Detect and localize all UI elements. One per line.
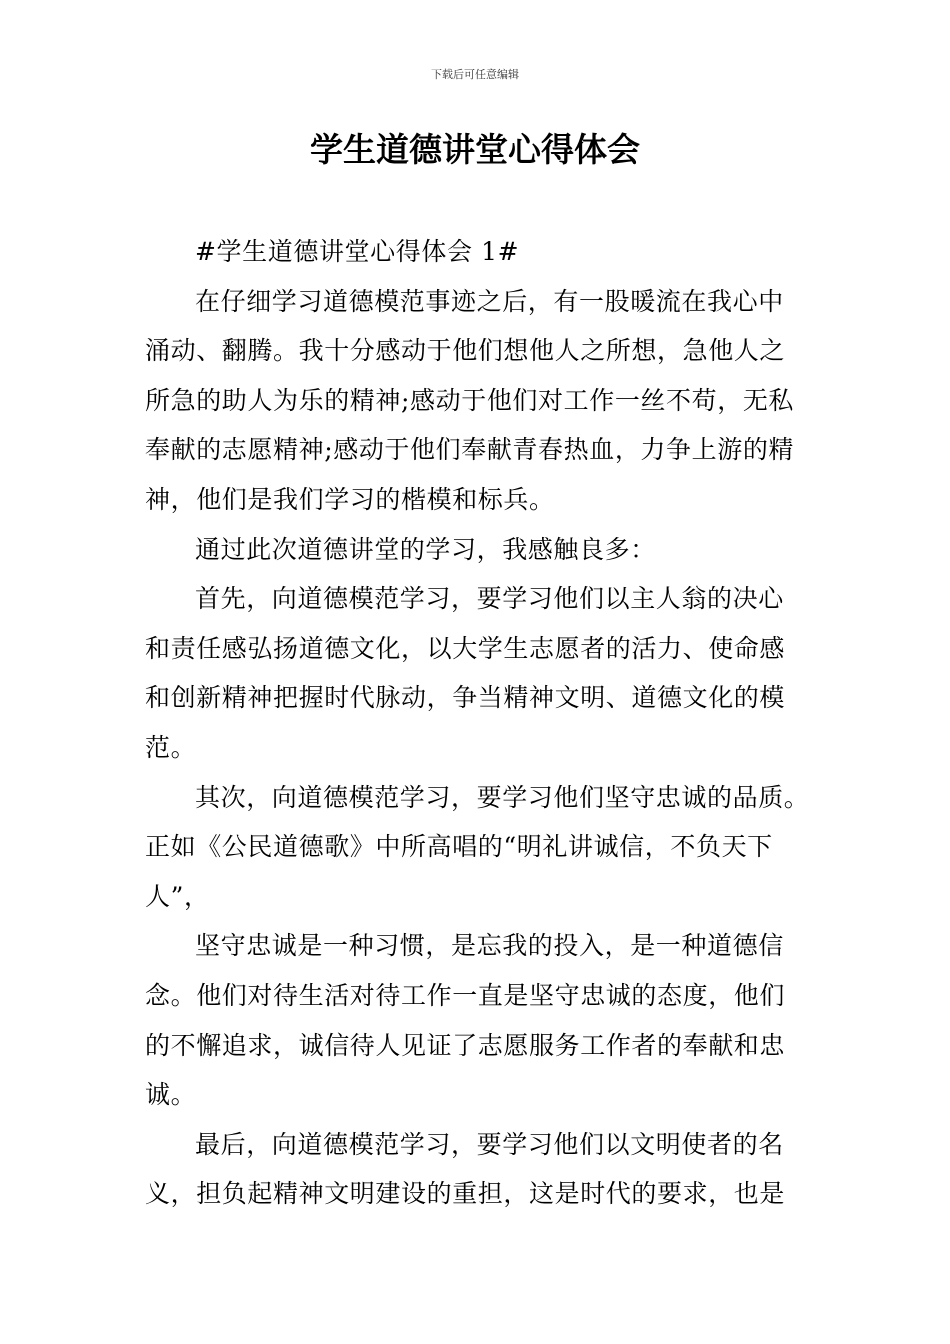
body-line: 涌动、翻腾。我十分感动于他们想他人之所想，急他人之 <box>145 336 786 366</box>
body-line: 坚守忠诚是一种习惯，是忘我的投入，是一种道德信 <box>195 931 784 961</box>
body-line: 在仔细学习道德模范事迹之后，有一股暖流在我心中 <box>195 286 784 316</box>
body-line: 首先，向道德模范学习，要学习他们以主人翁的决心 <box>195 584 784 614</box>
body-line: 的不懈追求，诚信待人见证了志愿服务工作者的奉献和忠 <box>145 1030 786 1060</box>
document-title: 学生道德讲堂心得体会 <box>310 130 640 169</box>
header-note: 下载后可任意编辑 <box>431 68 519 81</box>
body-line: 正如《公民道德歌》中所高唱的“明礼讲诚信，不负天下 <box>145 832 773 862</box>
body-line: 人”， <box>145 881 210 911</box>
body-line: 范。 <box>145 732 197 762</box>
body-line: 奉献的志愿精神;感动于他们奉献青春热血，力争上游的精 <box>145 435 795 465</box>
body-line: 所急的助人为乐的精神;感动于他们对工作一丝不苟，无私 <box>145 385 795 415</box>
body-line: 最后，向道德模范学习，要学习他们以文明使者的名 <box>195 1129 784 1159</box>
body-line: 神，他们是我们学习的楷模和标兵。 <box>145 484 555 514</box>
body-line: 通过此次道德讲堂的学习，我感触良多： <box>195 534 656 564</box>
body-line: 义，担负起精神文明建设的重担，这是时代的要求，也是 <box>145 1179 786 1209</box>
document-body <box>145 227 810 1219</box>
body-line: 诚。 <box>145 1080 197 1110</box>
body-line: 和创新精神把握时代脉动，争当精神文明、道德文化的模 <box>145 683 786 713</box>
body-line: 念。他们对待生活对待工作一直是坚守忠诚的态度，他们 <box>145 980 786 1010</box>
body-line: 和责任感弘扬道德文化，以大学生志愿者的活力、使命感 <box>145 633 786 663</box>
body-line: 其次，向道德模范学习，要学习他们坚守忠诚的品质。 <box>195 782 810 812</box>
body-line: #学生道德讲堂心得体会 1# <box>195 237 520 266</box>
